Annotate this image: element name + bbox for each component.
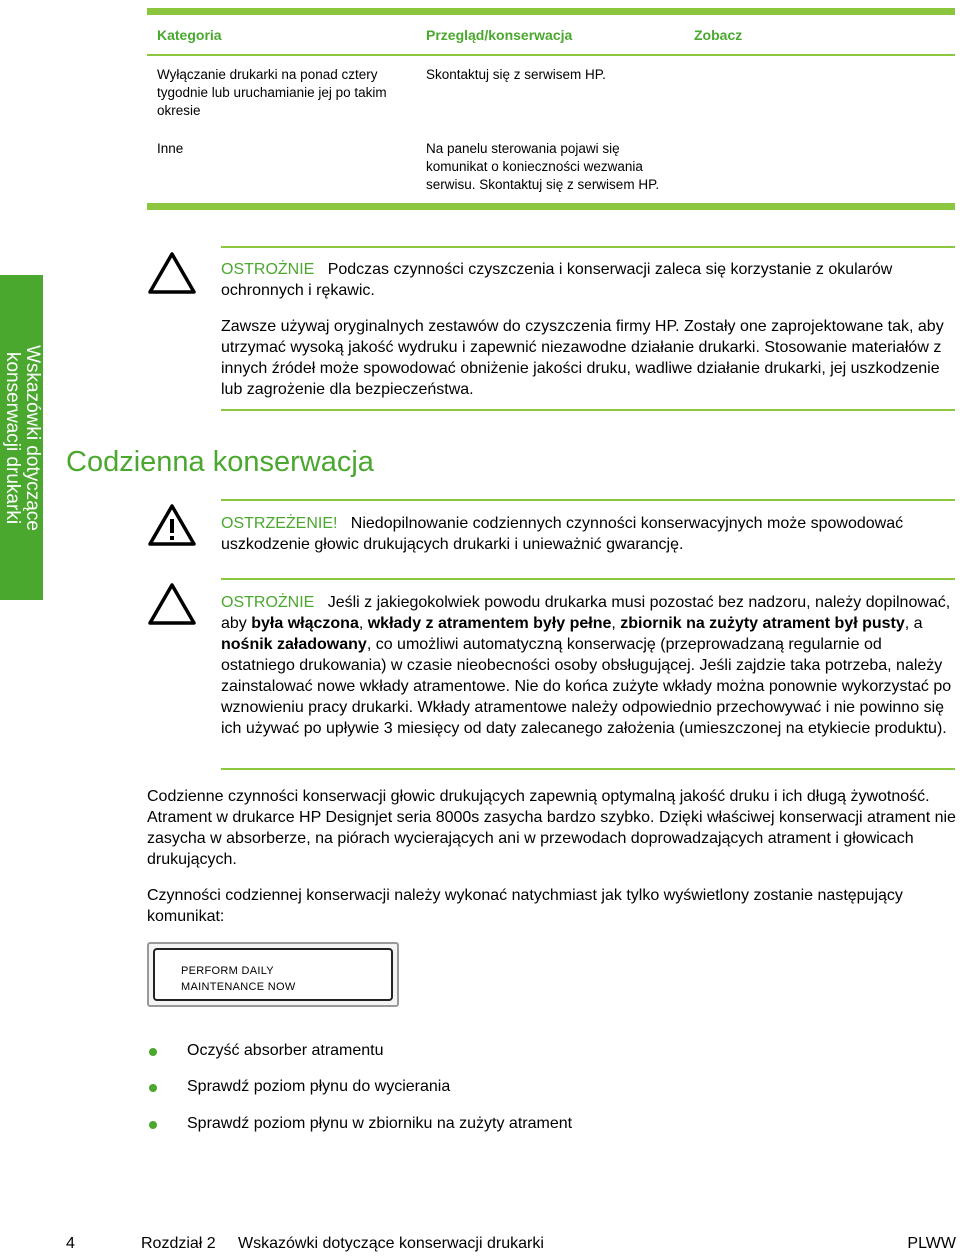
warning-top-rule <box>221 499 955 501</box>
side-tab-line-1: Wskazówki dotyczące <box>21 344 43 531</box>
table-bottom-rule <box>147 203 955 210</box>
paragraph-2: Czynności codziennej konserwacji należy wykonać natychmiast jak tylko wyświetlony zostanie następujący komunikat: <box>147 887 903 925</box>
display-line-1: PERFORM DAILY <box>181 965 274 977</box>
caution-2-bold-2: wkłady z atramentem były pełne <box>367 615 612 632</box>
side-tab-line-2: konserwacji drukarki <box>1 351 23 524</box>
bullet-icon <box>149 1048 157 1056</box>
caution-2-top-rule <box>221 578 955 580</box>
caution-1-text-2: Zawsze używaj oryginalnych zestawów do czyszczenia firmy HP. Zostały one zaprojektowane tak, aby utrzymać wysoką jakość wydruku i zapewnić niezawodne działanie drukarki. Stosowanie materiałów z innych źródeł może spowodować obniżenie jakości druku, wadliwe działanie drukarki, jej uszkodzenie lub zagrożenie dla bezpieczeństwa. <box>221 318 944 398</box>
footer-chapter-title: Wskazówki dotyczące konserwacji drukarki <box>238 1235 544 1252</box>
table-header-rule <box>147 54 955 56</box>
list-item: Sprawdź poziom płynu do wycierania <box>187 1078 451 1095</box>
warning-triangle-icon <box>148 503 196 547</box>
table-header-category: Kategoria <box>157 27 222 43</box>
caution-2-keyword: OSTROŻNIE <box>221 594 315 611</box>
caution-2-bottom-rule <box>221 768 955 770</box>
caution-1-top-rule <box>221 246 955 248</box>
footer-chapter: Rozdział 2 <box>141 1235 216 1252</box>
caution-triangle-icon <box>148 251 196 295</box>
warning-keyword: OSTRZEŻENIE! <box>221 515 338 532</box>
bullet-icon <box>149 1084 157 1092</box>
caution-2-bold-4: nośnik załadowany <box>221 636 367 653</box>
section-title: Codzienna konserwacja <box>66 446 374 478</box>
table-header-see: Zobacz <box>694 27 743 43</box>
list-item: Sprawdź poziom płynu w zbiorniku na zużyty atrament <box>187 1115 573 1132</box>
table-row-2-maintenance: Na panelu sterowania pojawi się komunikat o konieczności wezwania serwisu. Skontaktuj się z serwisem HP. <box>426 141 660 192</box>
caution-triangle-icon <box>148 582 196 626</box>
caution-2-text <box>221 592 959 739</box>
chapter-side-tab <box>0 275 43 600</box>
warning-text <box>221 513 959 555</box>
footer-doc-code: PLWW <box>907 1235 956 1252</box>
table-row-2-category: Inne <box>157 141 184 156</box>
footer-page-number: 4 <box>66 1235 75 1252</box>
table-row-1-maintenance: Skontaktuj się z serwisem HP. <box>426 67 606 82</box>
paragraph-1: Codzienne czynności konserwacji głowic drukujących zapewnią optymalną jakość druku i ich długą żywotność. Atrament w drukarce HP Designjet seria 8000s zasycha bardzo szybko. Dzięki właściwej konserwacji atrament nie zasycha w absorberze, na piórach wycierających ani w przewodach doprowadzających atrament i głowicach drukujących. <box>147 788 956 868</box>
table-top-rule <box>147 8 955 15</box>
caution-1-keyword: OSTROŻNIE <box>221 261 315 278</box>
caution-2-part-3: , <box>611 615 621 632</box>
caution-2-part-4: , a <box>904 615 923 632</box>
caution-2-part-5: , co umożliwi automatyczną konserwację (przeprowadzaną regularnie od ostatniego drukowania) w czasie nieobecności osoby obsługującej. Jeśli zajdzie taka potrzeba, należy zainstalować nowe wkłady atramentowe. Nie do końca zużyte wkłady można ponownie wykorzystać po wznowieniu pracy drukarki. Wkłady atramentowe należy odpowiednio przechowywać i nie powinno się ich używać po upływie 3 miesięcy od daty zalecanego założenia (umieszczonej na etykiecie produktu). <box>221 636 952 737</box>
caution-2-bold-1: była włączona <box>251 615 359 632</box>
caution-2-part-1: Jeśli z jakiegokolwiek powodu drukarka musi pozostać bez nadzoru, należy dopilnować, aby <box>221 594 951 632</box>
caution-2-bold-3: zbiornik na zużyty atrament był pusty <box>620 615 905 632</box>
control-panel-display <box>147 942 399 1007</box>
table-row-1-category: Wyłączanie drukarki na ponad cztery tygodnie lub uruchamianie jej po takim okresie <box>157 67 387 118</box>
caution-1-bottom-rule <box>221 409 955 411</box>
display-line-2: MAINTENANCE NOW <box>181 981 296 993</box>
caution-2-part-2: , <box>358 615 368 632</box>
table-header-maintenance: Przegląd/konserwacja <box>426 27 573 43</box>
caution-1-text <box>221 259 959 301</box>
caution-1-body: Podczas czynności czyszczenia i konserwacji zaleca się korzystanie z okularów ochronnych i rękawic. <box>221 261 893 299</box>
bullet-icon <box>149 1121 157 1129</box>
list-item: Oczyść absorber atramentu <box>187 1042 384 1059</box>
warning-body: Niedopilnowanie codziennych czynności konserwacyjnych może spowodować uszkodzenie głowic drukujących drukarki i unieważnić gwarancję. <box>221 515 904 553</box>
